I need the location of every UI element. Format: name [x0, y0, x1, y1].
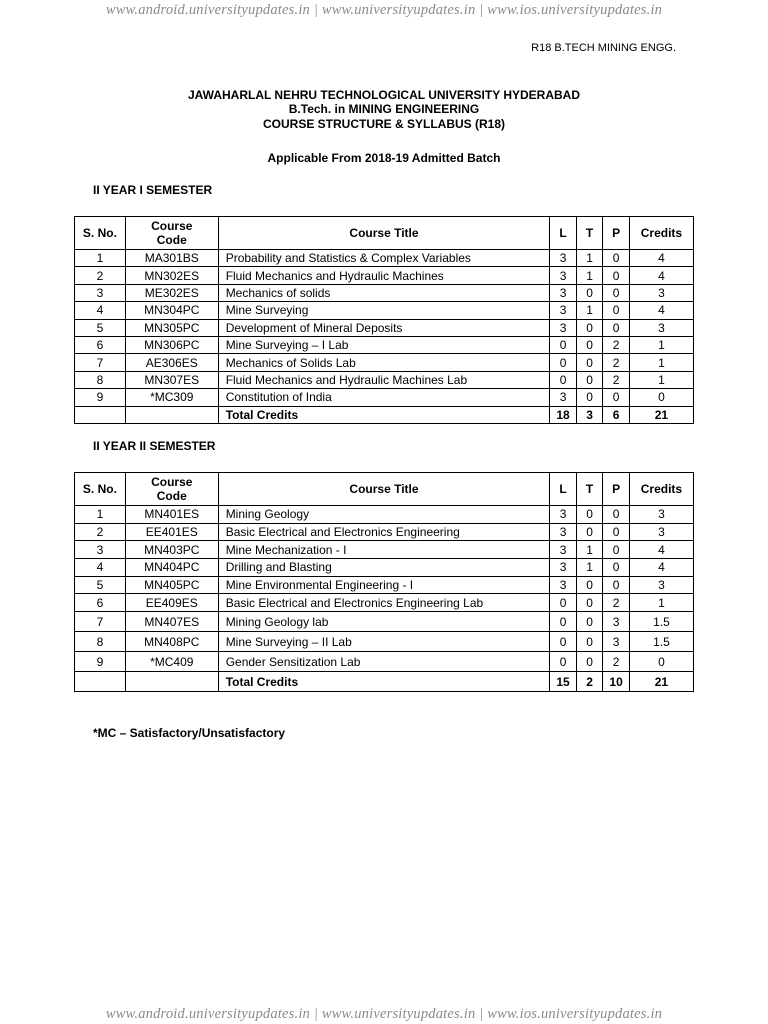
table-row	[75, 594, 694, 612]
cell-credits: 1	[629, 594, 693, 612]
cell-p: 0	[603, 389, 630, 406]
cell-code: ME302ES	[125, 284, 218, 301]
cell-empty	[125, 672, 218, 692]
cell-p: 2	[603, 336, 630, 353]
cell-p: 0	[603, 541, 630, 559]
cell-sno: 4	[75, 559, 126, 577]
cell-p: 0	[603, 250, 630, 267]
cell-code: *MC409	[125, 652, 218, 672]
cell-credits: 3	[629, 506, 693, 524]
document-code: R18 B.TECH MINING ENGG.	[531, 42, 676, 54]
cell-sno: 8	[75, 371, 126, 388]
cell-code: EE409ES	[125, 594, 218, 612]
cell-l: 0	[550, 652, 577, 672]
cell-sno: 2	[75, 267, 126, 284]
cell-p: 0	[603, 284, 630, 301]
cell-t: 1	[576, 541, 603, 559]
cell-sno: 3	[75, 284, 126, 301]
university-name: JAWAHARLAL NEHRU TECHNOLOGICAL UNIVERSITY HYDERABAD	[187, 88, 581, 102]
cell-l: 3	[550, 302, 577, 319]
cell-t: 0	[576, 523, 603, 541]
cell-credits: 3	[629, 319, 693, 336]
cell-p: 2	[603, 652, 630, 672]
cell-sno: 8	[75, 632, 126, 652]
cell-sno: 6	[75, 594, 126, 612]
table-row	[75, 389, 694, 406]
table-row	[75, 302, 694, 319]
cell-sno: 2	[75, 523, 126, 541]
table-row	[75, 284, 694, 301]
cell-sno: 5	[75, 319, 126, 336]
cell-sno: 1	[75, 250, 126, 267]
cell-t: 0	[576, 389, 603, 406]
cell-sno: 5	[75, 576, 126, 594]
cell-p: 0	[603, 559, 630, 577]
cell-title: Mining Geology	[218, 506, 550, 524]
table-row	[75, 250, 694, 267]
header-t: T	[576, 217, 603, 250]
cell-credits: 4	[629, 302, 693, 319]
cell-t: 1	[576, 559, 603, 577]
cell-code: MN307ES	[125, 371, 218, 388]
cell-l: 3	[550, 559, 577, 577]
total-p: 6	[603, 406, 630, 423]
cell-l: 0	[550, 594, 577, 612]
table-row	[75, 319, 694, 336]
cell-l: 3	[550, 389, 577, 406]
cell-l: 0	[550, 354, 577, 371]
header-code-line2: Code	[156, 489, 187, 503]
header-p: P	[603, 217, 630, 250]
cell-code: MA301BS	[125, 250, 218, 267]
cell-t: 0	[576, 506, 603, 524]
total-l: 18	[550, 406, 577, 423]
header-code-line1: Course	[151, 219, 193, 233]
cell-sno: 9	[75, 389, 126, 406]
cell-title: Mine Surveying	[218, 302, 550, 319]
cell-t: 0	[576, 576, 603, 594]
cell-t: 0	[576, 371, 603, 388]
cell-code: MN304PC	[125, 302, 218, 319]
header-p: P	[603, 473, 630, 506]
cell-l: 3	[550, 506, 577, 524]
cell-t: 1	[576, 267, 603, 284]
cell-p: 0	[603, 319, 630, 336]
cell-p: 0	[603, 302, 630, 319]
course-table-sem1	[74, 216, 694, 424]
cell-l: 0	[550, 371, 577, 388]
cell-credits: 3	[629, 284, 693, 301]
program-name: B.Tech. in MINING ENGINEERING	[288, 102, 480, 116]
cell-l: 3	[550, 541, 577, 559]
table-row	[75, 354, 694, 371]
cell-credits: 1	[629, 336, 693, 353]
cell-code: MN404PC	[125, 559, 218, 577]
cell-p: 3	[603, 632, 630, 652]
cell-code: EE401ES	[125, 523, 218, 541]
table-header-row	[75, 473, 694, 506]
total-label: Total Credits	[218, 406, 550, 423]
total-l: 15	[550, 672, 577, 692]
header-course-code	[125, 473, 218, 506]
cell-credits: 1.5	[629, 612, 693, 632]
cell-title: Drilling and Blasting	[218, 559, 550, 577]
cell-title: Gender Sensitization Lab	[218, 652, 550, 672]
cell-title: Basic Electrical and Electronics Engineering	[218, 523, 550, 541]
cell-p: 3	[603, 612, 630, 632]
semester-title-1: II YEAR I SEMESTER	[93, 183, 213, 197]
header-course-title: Course Title	[218, 473, 550, 506]
header-course-title: Course Title	[218, 217, 550, 250]
cell-empty	[75, 406, 126, 423]
cell-l: 3	[550, 576, 577, 594]
cell-title: Fluid Mechanics and Hydraulic Machines Lab	[218, 371, 550, 388]
cell-l: 3	[550, 319, 577, 336]
cell-title: Constitution of India	[218, 389, 550, 406]
cell-t: 0	[576, 284, 603, 301]
cell-title: Development of Mineral Deposits	[218, 319, 550, 336]
cell-title: Mine Environmental Engineering - I	[218, 576, 550, 594]
cell-sno: 6	[75, 336, 126, 353]
table-row	[75, 371, 694, 388]
table-row	[75, 559, 694, 577]
header-code-line2: Code	[156, 233, 187, 247]
cell-title: Probability and Statistics & Complex Variables	[218, 250, 550, 267]
table-row	[75, 541, 694, 559]
watermark-top: www.android.universityupdates.in | www.universityupdates.in | www.ios.universityupdates.in	[105, 2, 663, 18]
header-l: L	[550, 217, 577, 250]
cell-p: 0	[603, 506, 630, 524]
cell-code: AE306ES	[125, 354, 218, 371]
cell-t: 0	[576, 594, 603, 612]
cell-credits: 1	[629, 371, 693, 388]
cell-title: Mining Geology lab	[218, 612, 550, 632]
cell-title: Mechanics of Solids Lab	[218, 354, 550, 371]
cell-sno: 1	[75, 506, 126, 524]
table-header-row	[75, 217, 694, 250]
cell-title: Mine Surveying – I Lab	[218, 336, 550, 353]
course-table-sem2	[74, 472, 694, 692]
cell-p: 0	[603, 267, 630, 284]
table-row	[75, 612, 694, 632]
total-credits: 21	[629, 672, 693, 692]
cell-credits: 3	[629, 523, 693, 541]
header-l: L	[550, 473, 577, 506]
cell-t: 0	[576, 336, 603, 353]
total-t: 3	[576, 406, 603, 423]
cell-l: 3	[550, 284, 577, 301]
cell-l: 3	[550, 523, 577, 541]
cell-credits: 0	[629, 652, 693, 672]
table-row	[75, 506, 694, 524]
cell-title: Fluid Mechanics and Hydraulic Machines	[218, 267, 550, 284]
header-course-code	[125, 217, 218, 250]
cell-t: 0	[576, 319, 603, 336]
cell-empty	[125, 406, 218, 423]
header-sno: S. No.	[75, 217, 126, 250]
cell-t: 0	[576, 354, 603, 371]
cell-title: Mechanics of solids	[218, 284, 550, 301]
cell-t: 1	[576, 302, 603, 319]
table-row	[75, 632, 694, 652]
total-label: Total Credits	[218, 672, 550, 692]
cell-credits: 1.5	[629, 632, 693, 652]
cell-credits: 1	[629, 354, 693, 371]
cell-credits: 0	[629, 389, 693, 406]
cell-title: Basic Electrical and Electronics Engineering Lab	[218, 594, 550, 612]
cell-sno: 4	[75, 302, 126, 319]
cell-l: 0	[550, 632, 577, 652]
header-credits: Credits	[629, 473, 693, 506]
cell-sno: 9	[75, 652, 126, 672]
cell-credits: 4	[629, 541, 693, 559]
cell-sno: 3	[75, 541, 126, 559]
cell-code: MN407ES	[125, 612, 218, 632]
cell-title: Mine Mechanization - I	[218, 541, 550, 559]
cell-code: MN305PC	[125, 319, 218, 336]
total-credits: 21	[629, 406, 693, 423]
cell-p: 2	[603, 594, 630, 612]
cell-p: 0	[603, 523, 630, 541]
cell-code: MN302ES	[125, 267, 218, 284]
cell-code: MN306PC	[125, 336, 218, 353]
cell-t: 0	[576, 652, 603, 672]
cell-l: 3	[550, 250, 577, 267]
table-row	[75, 576, 694, 594]
cell-credits: 3	[629, 576, 693, 594]
table-row	[75, 523, 694, 541]
cell-code: MN401ES	[125, 506, 218, 524]
cell-empty	[75, 672, 126, 692]
cell-p: 0	[603, 576, 630, 594]
syllabus-title: COURSE STRUCTURE & SYLLABUS (R18)	[262, 117, 505, 131]
cell-code: MN408PC	[125, 632, 218, 652]
cell-credits: 4	[629, 250, 693, 267]
semester-title-2: II YEAR II SEMESTER	[93, 439, 216, 453]
total-t: 2	[576, 672, 603, 692]
cell-code: MN403PC	[125, 541, 218, 559]
table-row	[75, 336, 694, 353]
table-row	[75, 267, 694, 284]
total-row	[75, 406, 694, 423]
cell-title: Mine Surveying – II Lab	[218, 632, 550, 652]
header-sno: S. No.	[75, 473, 126, 506]
cell-l: 0	[550, 612, 577, 632]
table-row	[75, 652, 694, 672]
cell-l: 0	[550, 336, 577, 353]
cell-credits: 4	[629, 559, 693, 577]
cell-p: 2	[603, 371, 630, 388]
cell-credits: 4	[629, 267, 693, 284]
cell-sno: 7	[75, 612, 126, 632]
applicable-batch: Applicable From 2018-19 Admitted Batch	[267, 151, 501, 165]
total-p: 10	[603, 672, 630, 692]
header-credits: Credits	[629, 217, 693, 250]
header-code-line1: Course	[151, 475, 193, 489]
cell-t: 0	[576, 612, 603, 632]
cell-t: 1	[576, 250, 603, 267]
cell-p: 2	[603, 354, 630, 371]
cell-sno: 7	[75, 354, 126, 371]
watermark-bottom: www.android.universityupdates.in | www.universityupdates.in | www.ios.universityupdates.in	[105, 1006, 663, 1022]
cell-l: 3	[550, 267, 577, 284]
cell-code: *MC309	[125, 389, 218, 406]
footnote: *MC – Satisfactory/Unsatisfactory	[93, 726, 286, 740]
total-row	[75, 672, 694, 692]
cell-code: MN405PC	[125, 576, 218, 594]
cell-t: 0	[576, 632, 603, 652]
header-t: T	[576, 473, 603, 506]
